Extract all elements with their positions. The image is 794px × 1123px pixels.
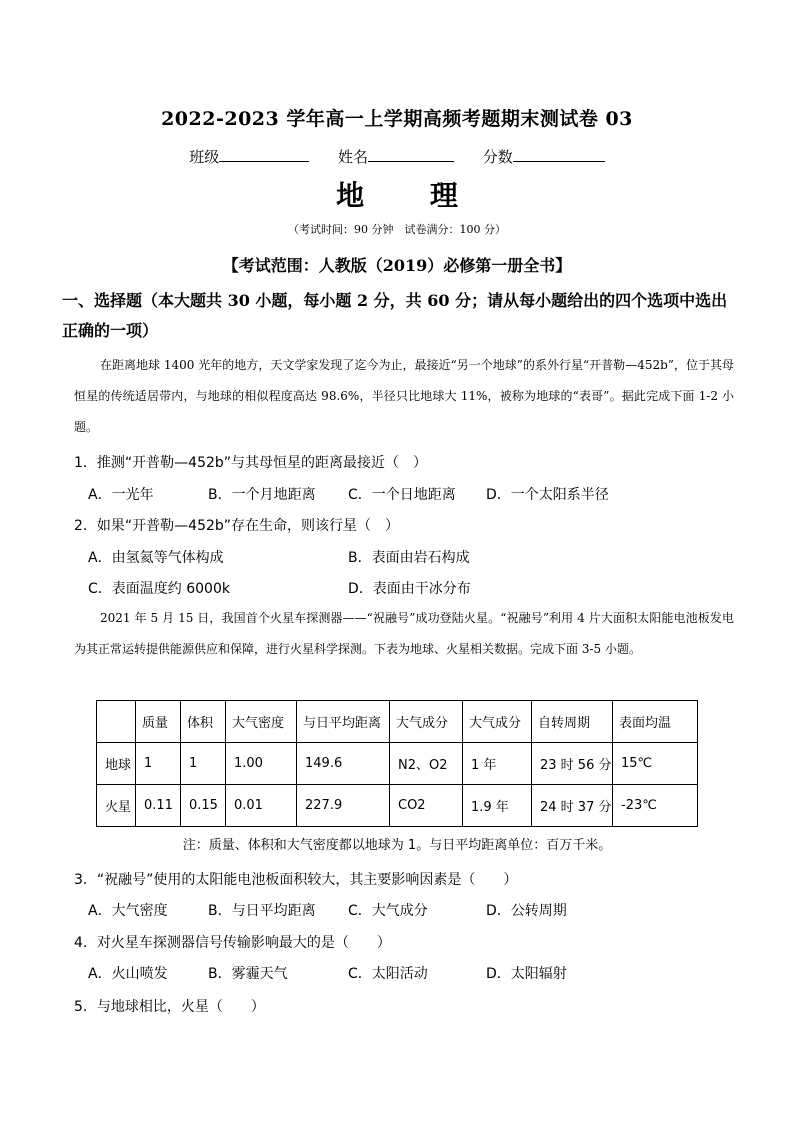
q4-option-c[interactable]: C．太阳活动 — [348, 966, 428, 982]
passage-1: 在距离地球 1400 光年的地方，天文学家发现了迄今为止，最接近“另一个地球”的系外行星“开普勒—452b”，位于其母恒星的传统适居带内，与地球的相似程度高达 98.6%，半径只比地球大 11%，被称为地球的“表哥”。据此完成下面 1-2 小题。 — [74, 358, 734, 434]
table-cell: 0.15 — [181, 785, 226, 827]
table-note: 注：质量、体积和大气密度都以地球为 1。与日平均距离单位：百万千米。 — [182, 838, 612, 853]
table-header-cell: 大气成分 — [463, 701, 532, 743]
score-label: 分数 — [482, 148, 513, 166]
table-cell: 1.9 年 — [463, 785, 532, 827]
subject-title: 地 理 — [336, 179, 486, 212]
table-cell: 地球 — [97, 743, 136, 785]
name-field — [338, 146, 454, 167]
question-1-stem: 1．推测“开普勒—452b”与其母恒星的距离最接近（ ） — [74, 455, 428, 471]
q1-option-b[interactable]: B．一个月地距离 — [208, 487, 316, 503]
table-cell: 1 — [181, 743, 226, 785]
exam-title: 2022-2023 学年高一上学期高频考题期末测试卷 03 — [161, 108, 633, 130]
q1-option-a[interactable]: A．一光年 — [88, 487, 154, 503]
table-cell: 227.9 — [297, 785, 390, 827]
table-header-cell: 与日平均距离 — [297, 701, 390, 743]
table-cell: 0.01 — [226, 785, 297, 827]
table-header-row — [97, 701, 698, 743]
table-cell: 1 年 — [463, 743, 532, 785]
q3-option-b[interactable]: B．与日平均距离 — [208, 903, 316, 919]
q3-option-a[interactable]: A．大气密度 — [88, 903, 168, 919]
table-cell: N2、O2 — [390, 743, 463, 785]
table-cell: 0.11 — [136, 785, 181, 827]
table-header-cell: 大气成分 — [390, 701, 463, 743]
passage-2: 2021 年 5 月 15 日，我国首个火星车探测器——“祝融号”成功登陆火星。“祝融号”利用 4 片大面积太阳能电池板发电为其正常运转提供能源供应和保障，进行火星科学探测。下表为地球、火星相关数据。完成下面 3-5 小题。 — [74, 611, 734, 656]
table-row-earth — [97, 743, 698, 785]
table-cell: 149.6 — [297, 743, 390, 785]
q3-option-d[interactable]: D．公转周期 — [486, 903, 567, 919]
class-label: 班级 — [189, 148, 220, 166]
q1-option-c[interactable]: C．一个日地距离 — [348, 487, 456, 503]
table-cell: 15℃ — [613, 743, 698, 785]
table-header-cell: 体积 — [181, 701, 226, 743]
table-cell: 1.00 — [226, 743, 297, 785]
q2-option-c[interactable]: C．表面温度约 6000k — [88, 581, 230, 597]
student-info-fields — [0, 146, 794, 167]
section-heading-line2: 正确的一项） — [62, 321, 159, 340]
q2-option-d[interactable]: D．表面由干冰分布 — [348, 581, 471, 597]
name-blank[interactable] — [368, 147, 454, 162]
earth-mars-table — [96, 700, 698, 827]
table-header-cell: 质量 — [136, 701, 181, 743]
table-row-mars — [97, 785, 698, 827]
score-field — [483, 146, 605, 167]
question-5-stem: 5．与地球相比，火星（ ） — [74, 999, 265, 1015]
class-blank[interactable] — [219, 147, 309, 162]
score-blank[interactable] — [513, 147, 605, 162]
question-3-stem: 3．“祝融号”使用的太阳能电池板面积较大，其主要影响因素是（ ） — [74, 872, 518, 888]
question-4-stem: 4．对火星车探测器信号传输影响最大的是（ ） — [74, 935, 391, 951]
q3-option-c[interactable]: C．大气成分 — [348, 903, 428, 919]
table-cell: CO2 — [390, 785, 463, 827]
table-header-cell: 自转周期 — [532, 701, 613, 743]
table-cell: 火星 — [97, 785, 136, 827]
table-header-cell — [97, 701, 136, 743]
table-header-cell: 大气密度 — [226, 701, 297, 743]
table-cell: 1 — [136, 743, 181, 785]
exam-scope: 【考试范围：人教版（2019）必修第一册全书】 — [222, 256, 572, 275]
table-cell: 23 时 56 分 — [532, 743, 613, 785]
section-heading — [62, 286, 742, 346]
name-label: 姓名 — [337, 148, 368, 166]
q4-option-b[interactable]: B．雾霾天气 — [208, 966, 288, 982]
table-cell: 24 时 37 分 — [532, 785, 613, 827]
q4-option-a[interactable]: A．火山喷发 — [88, 966, 168, 982]
q2-option-a[interactable]: A．由氢氦等气体构成 — [88, 550, 224, 566]
q4-option-d[interactable]: D．太阳辐射 — [486, 966, 567, 982]
table-header-cell: 表面均温 — [613, 701, 698, 743]
question-2-stem: 2．如果“开普勒—452b”存在生命，则该行星（ ） — [74, 518, 400, 534]
exam-info: （考试时间：90 分钟 试卷满分：100 分） — [288, 223, 506, 236]
section-heading-line1: 一、选择题（本大题共 30 小题，每小题 2 分，共 60 分；请从每小题给出的四个选项中选出 — [62, 291, 728, 310]
q1-option-d[interactable]: D．一个太阳系半径 — [486, 487, 609, 503]
q2-option-b[interactable]: B．表面由岩石构成 — [348, 550, 470, 566]
class-field — [189, 146, 309, 167]
table-cell: -23℃ — [613, 785, 698, 827]
